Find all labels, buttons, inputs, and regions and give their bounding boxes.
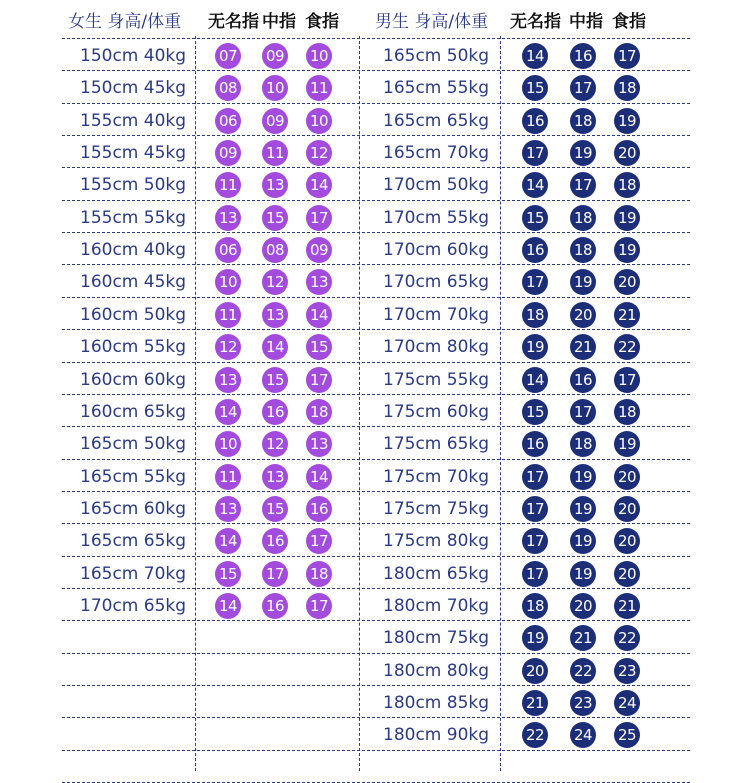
ring-size-badge: 15 (522, 75, 548, 101)
table-row (0, 655, 750, 687)
index-size-badge: 17 (614, 367, 640, 393)
ring-size-badge: 17 (522, 561, 548, 587)
height-weight: 180cm 85kg (383, 693, 490, 713)
middle-size-badge: 18 (570, 237, 596, 263)
height-weight: 170cm 50kg (383, 175, 490, 196)
index-size-badge: 19 (614, 431, 640, 457)
middle-size-badge: 09 (262, 108, 288, 134)
middle-size-badge: 16 (570, 367, 596, 393)
ring-size-badge: 17 (522, 269, 548, 295)
ring-size-badge: 16 (522, 431, 548, 457)
table-row (0, 40, 750, 72)
middle-size-badge: 13 (262, 464, 288, 490)
male-middle-header: 中指 (569, 12, 603, 32)
table-row (0, 331, 750, 363)
height-weight: 170cm 65kg (383, 272, 490, 293)
height-weight: 165cm 70kg (383, 143, 490, 164)
ring-size-badge: 13 (215, 367, 241, 393)
height-weight: 160cm 50kg (80, 304, 187, 325)
index-size-badge: 20 (614, 528, 640, 554)
middle-size-badge: 22 (570, 658, 596, 684)
ring-size-badge: 15 (522, 205, 548, 231)
ring-size-badge: 17 (522, 496, 548, 522)
height-weight: 165cm 65kg (383, 110, 490, 131)
height-weight: 175cm 65kg (383, 434, 490, 455)
ring-size-badge: 14 (522, 43, 548, 69)
index-size-badge: 16 (306, 496, 332, 522)
middle-size-badge: 18 (570, 205, 596, 231)
table-row (0, 202, 750, 234)
ring-size-badge: 13 (215, 205, 241, 231)
ring-size-badge: 14 (215, 593, 241, 619)
index-size-badge: 13 (306, 269, 332, 295)
middle-size-badge: 19 (570, 140, 596, 166)
ring-size-badge: 21 (522, 690, 548, 716)
index-size-badge: 18 (614, 399, 640, 425)
middle-size-badge: 14 (262, 334, 288, 360)
middle-size-badge: 24 (570, 722, 596, 748)
middle-size-badge: 16 (570, 43, 596, 69)
height-weight: 180cm 65kg (383, 563, 490, 584)
height-weight: 160cm 65kg (80, 401, 187, 422)
middle-size-badge: 12 (262, 269, 288, 295)
middle-size-badge: 16 (262, 399, 288, 425)
height-weight: 175cm 60kg (383, 401, 490, 422)
middle-size-badge: 20 (570, 593, 596, 619)
middle-size-badge: 23 (570, 690, 596, 716)
table-row (0, 719, 750, 751)
height-weight: 155cm 40kg (80, 110, 187, 131)
index-size-badge: 25 (614, 722, 640, 748)
middle-size-badge: 13 (262, 302, 288, 328)
middle-size-badge: 17 (262, 561, 288, 587)
table-row (0, 364, 750, 396)
height-weight: 160cm 55kg (80, 337, 187, 358)
height-weight: 175cm 70kg (383, 466, 490, 487)
index-size-badge: 09 (306, 237, 332, 263)
height-weight: 165cm 55kg (383, 78, 490, 99)
index-size-badge: 22 (614, 625, 640, 651)
height-weight: 175cm 80kg (383, 531, 490, 552)
height-weight: 165cm 60kg (80, 498, 187, 519)
ring-size-badge: 16 (522, 108, 548, 134)
table-row (0, 590, 750, 622)
table-row (0, 461, 750, 493)
female-ring-header: 无名指 (208, 12, 259, 32)
table-row (0, 299, 750, 331)
middle-size-badge: 15 (262, 367, 288, 393)
index-size-badge: 20 (614, 496, 640, 522)
height-weight: 170cm 80kg (383, 337, 490, 358)
middle-size-badge: 11 (262, 140, 288, 166)
ring-size-badge: 15 (522, 399, 548, 425)
height-weight: 155cm 55kg (80, 207, 187, 228)
ring-size-badge: 09 (215, 140, 241, 166)
middle-size-badge: 21 (570, 625, 596, 651)
index-size-badge: 12 (306, 140, 332, 166)
index-size-badge: 17 (306, 593, 332, 619)
index-size-badge: 22 (614, 334, 640, 360)
index-size-badge: 19 (614, 237, 640, 263)
female-index-header: 食指 (305, 12, 339, 32)
index-size-badge: 18 (614, 172, 640, 198)
ring-size-badge: 11 (215, 464, 241, 490)
index-size-badge: 18 (614, 75, 640, 101)
height-weight: 165cm 70kg (80, 563, 187, 584)
female-middle-header: 中指 (262, 12, 296, 32)
table-row (0, 396, 750, 428)
ring-size-badge: 19 (522, 334, 548, 360)
height-weight: 165cm 65kg (80, 531, 187, 552)
ring-size-badge: 16 (522, 237, 548, 263)
middle-size-badge: 12 (262, 431, 288, 457)
middle-size-badge: 15 (262, 205, 288, 231)
index-size-badge: 15 (306, 334, 332, 360)
male-ring-header: 无名指 (510, 12, 561, 32)
middle-size-badge: 19 (570, 561, 596, 587)
middle-size-badge: 19 (570, 528, 596, 554)
height-weight: 160cm 40kg (80, 240, 187, 261)
index-size-badge: 17 (306, 205, 332, 231)
index-size-badge: 14 (306, 302, 332, 328)
height-weight: 155cm 50kg (80, 175, 187, 196)
ring-size-badge: 11 (215, 172, 241, 198)
height-weight: 160cm 60kg (80, 369, 187, 390)
ring-size-badge: 14 (215, 399, 241, 425)
index-size-badge: 10 (306, 43, 332, 69)
index-size-badge: 24 (614, 690, 640, 716)
index-size-badge: 14 (306, 172, 332, 198)
middle-size-badge: 17 (570, 172, 596, 198)
height-weight: 170cm 60kg (383, 240, 490, 261)
height-weight: 150cm 40kg (80, 46, 187, 66)
height-weight: 165cm 50kg (80, 434, 187, 455)
index-size-badge: 20 (614, 561, 640, 587)
table-row (0, 558, 750, 590)
female-header: 女生 身高/体重 (68, 12, 182, 32)
ring-size-badge: 11 (215, 302, 241, 328)
ring-size-badge: 22 (522, 722, 548, 748)
ring-size-badge: 17 (522, 528, 548, 554)
middle-size-badge: 16 (262, 528, 288, 554)
index-size-badge: 20 (614, 140, 640, 166)
height-weight: 175cm 55kg (383, 369, 490, 390)
ring-size-badge: 06 (215, 108, 241, 134)
ring-size-badge: 14 (522, 367, 548, 393)
index-size-badge: 10 (306, 108, 332, 134)
index-size-badge: 17 (614, 43, 640, 69)
middle-size-badge: 15 (262, 496, 288, 522)
height-weight: 170cm 55kg (383, 207, 490, 228)
height-weight: 180cm 70kg (383, 595, 490, 616)
middle-size-badge: 16 (262, 593, 288, 619)
ring-size-badge: 20 (522, 658, 548, 684)
table-row (0, 234, 750, 266)
ring-size-badge: 12 (215, 334, 241, 360)
middle-size-badge: 19 (570, 496, 596, 522)
ring-size-badge: 19 (522, 625, 548, 651)
ring-size-badge: 14 (215, 528, 241, 554)
index-size-badge: 19 (614, 205, 640, 231)
ring-size-badge: 17 (522, 464, 548, 490)
ring-size-badge: 10 (215, 431, 241, 457)
index-size-badge: 20 (614, 269, 640, 295)
height-weight: 150cm 45kg (80, 78, 187, 99)
table-row (0, 428, 750, 460)
index-size-badge: 23 (614, 658, 640, 684)
ring-size-badge: 18 (522, 302, 548, 328)
middle-size-badge: 19 (570, 464, 596, 490)
middle-size-badge: 08 (262, 237, 288, 263)
table-row (0, 72, 750, 104)
ring-size-badge: 13 (215, 496, 241, 522)
middle-size-badge: 18 (570, 108, 596, 134)
table-row (0, 137, 750, 169)
height-weight: 180cm 75kg (383, 628, 490, 649)
middle-size-badge: 19 (570, 269, 596, 295)
height-weight: 170cm 70kg (383, 304, 490, 325)
height-weight: 155cm 45kg (80, 143, 187, 164)
male-index-header: 食指 (612, 12, 646, 32)
index-size-badge: 11 (306, 75, 332, 101)
height-weight: 180cm 80kg (383, 660, 490, 681)
ring-size-badge: 10 (215, 269, 241, 295)
middle-size-badge: 17 (570, 75, 596, 101)
index-size-badge: 21 (614, 302, 640, 328)
height-weight: 160cm 45kg (80, 272, 187, 293)
table-row (0, 493, 750, 525)
ring-size-badge: 08 (215, 75, 241, 101)
ring-size-badge: 17 (522, 140, 548, 166)
ring-size-badge: 18 (522, 593, 548, 619)
table-row (0, 525, 750, 557)
index-size-badge: 20 (614, 464, 640, 490)
ring-size-badge: 15 (215, 561, 241, 587)
index-size-badge: 13 (306, 431, 332, 457)
ring-size-badge: 07 (215, 43, 241, 69)
height-weight: 180cm 90kg (383, 725, 490, 746)
table-row (0, 687, 750, 719)
table-row (0, 266, 750, 298)
middle-size-badge: 10 (262, 75, 288, 101)
index-size-badge: 14 (306, 464, 332, 490)
index-size-badge: 18 (306, 561, 332, 587)
middle-size-badge: 17 (570, 399, 596, 425)
index-size-badge: 17 (306, 367, 332, 393)
height-weight: 175cm 75kg (383, 498, 490, 519)
height-weight: 165cm 50kg (383, 46, 490, 66)
middle-size-badge: 13 (262, 172, 288, 198)
table-row (0, 622, 750, 654)
middle-size-badge: 09 (262, 43, 288, 69)
middle-size-badge: 21 (570, 334, 596, 360)
index-size-badge: 19 (614, 108, 640, 134)
table-row (0, 169, 750, 201)
index-size-badge: 17 (306, 528, 332, 554)
male-header: 男生 身高/体重 (375, 12, 489, 32)
table-row (0, 105, 750, 137)
ring-size-badge: 06 (215, 237, 241, 263)
index-size-badge: 18 (306, 399, 332, 425)
ring-size-badge: 14 (522, 172, 548, 198)
height-weight: 165cm 55kg (80, 466, 187, 487)
index-size-badge: 21 (614, 593, 640, 619)
row-divider (62, 38, 690, 39)
middle-size-badge: 20 (570, 302, 596, 328)
height-weight: 170cm 65kg (80, 595, 187, 616)
middle-size-badge: 18 (570, 431, 596, 457)
